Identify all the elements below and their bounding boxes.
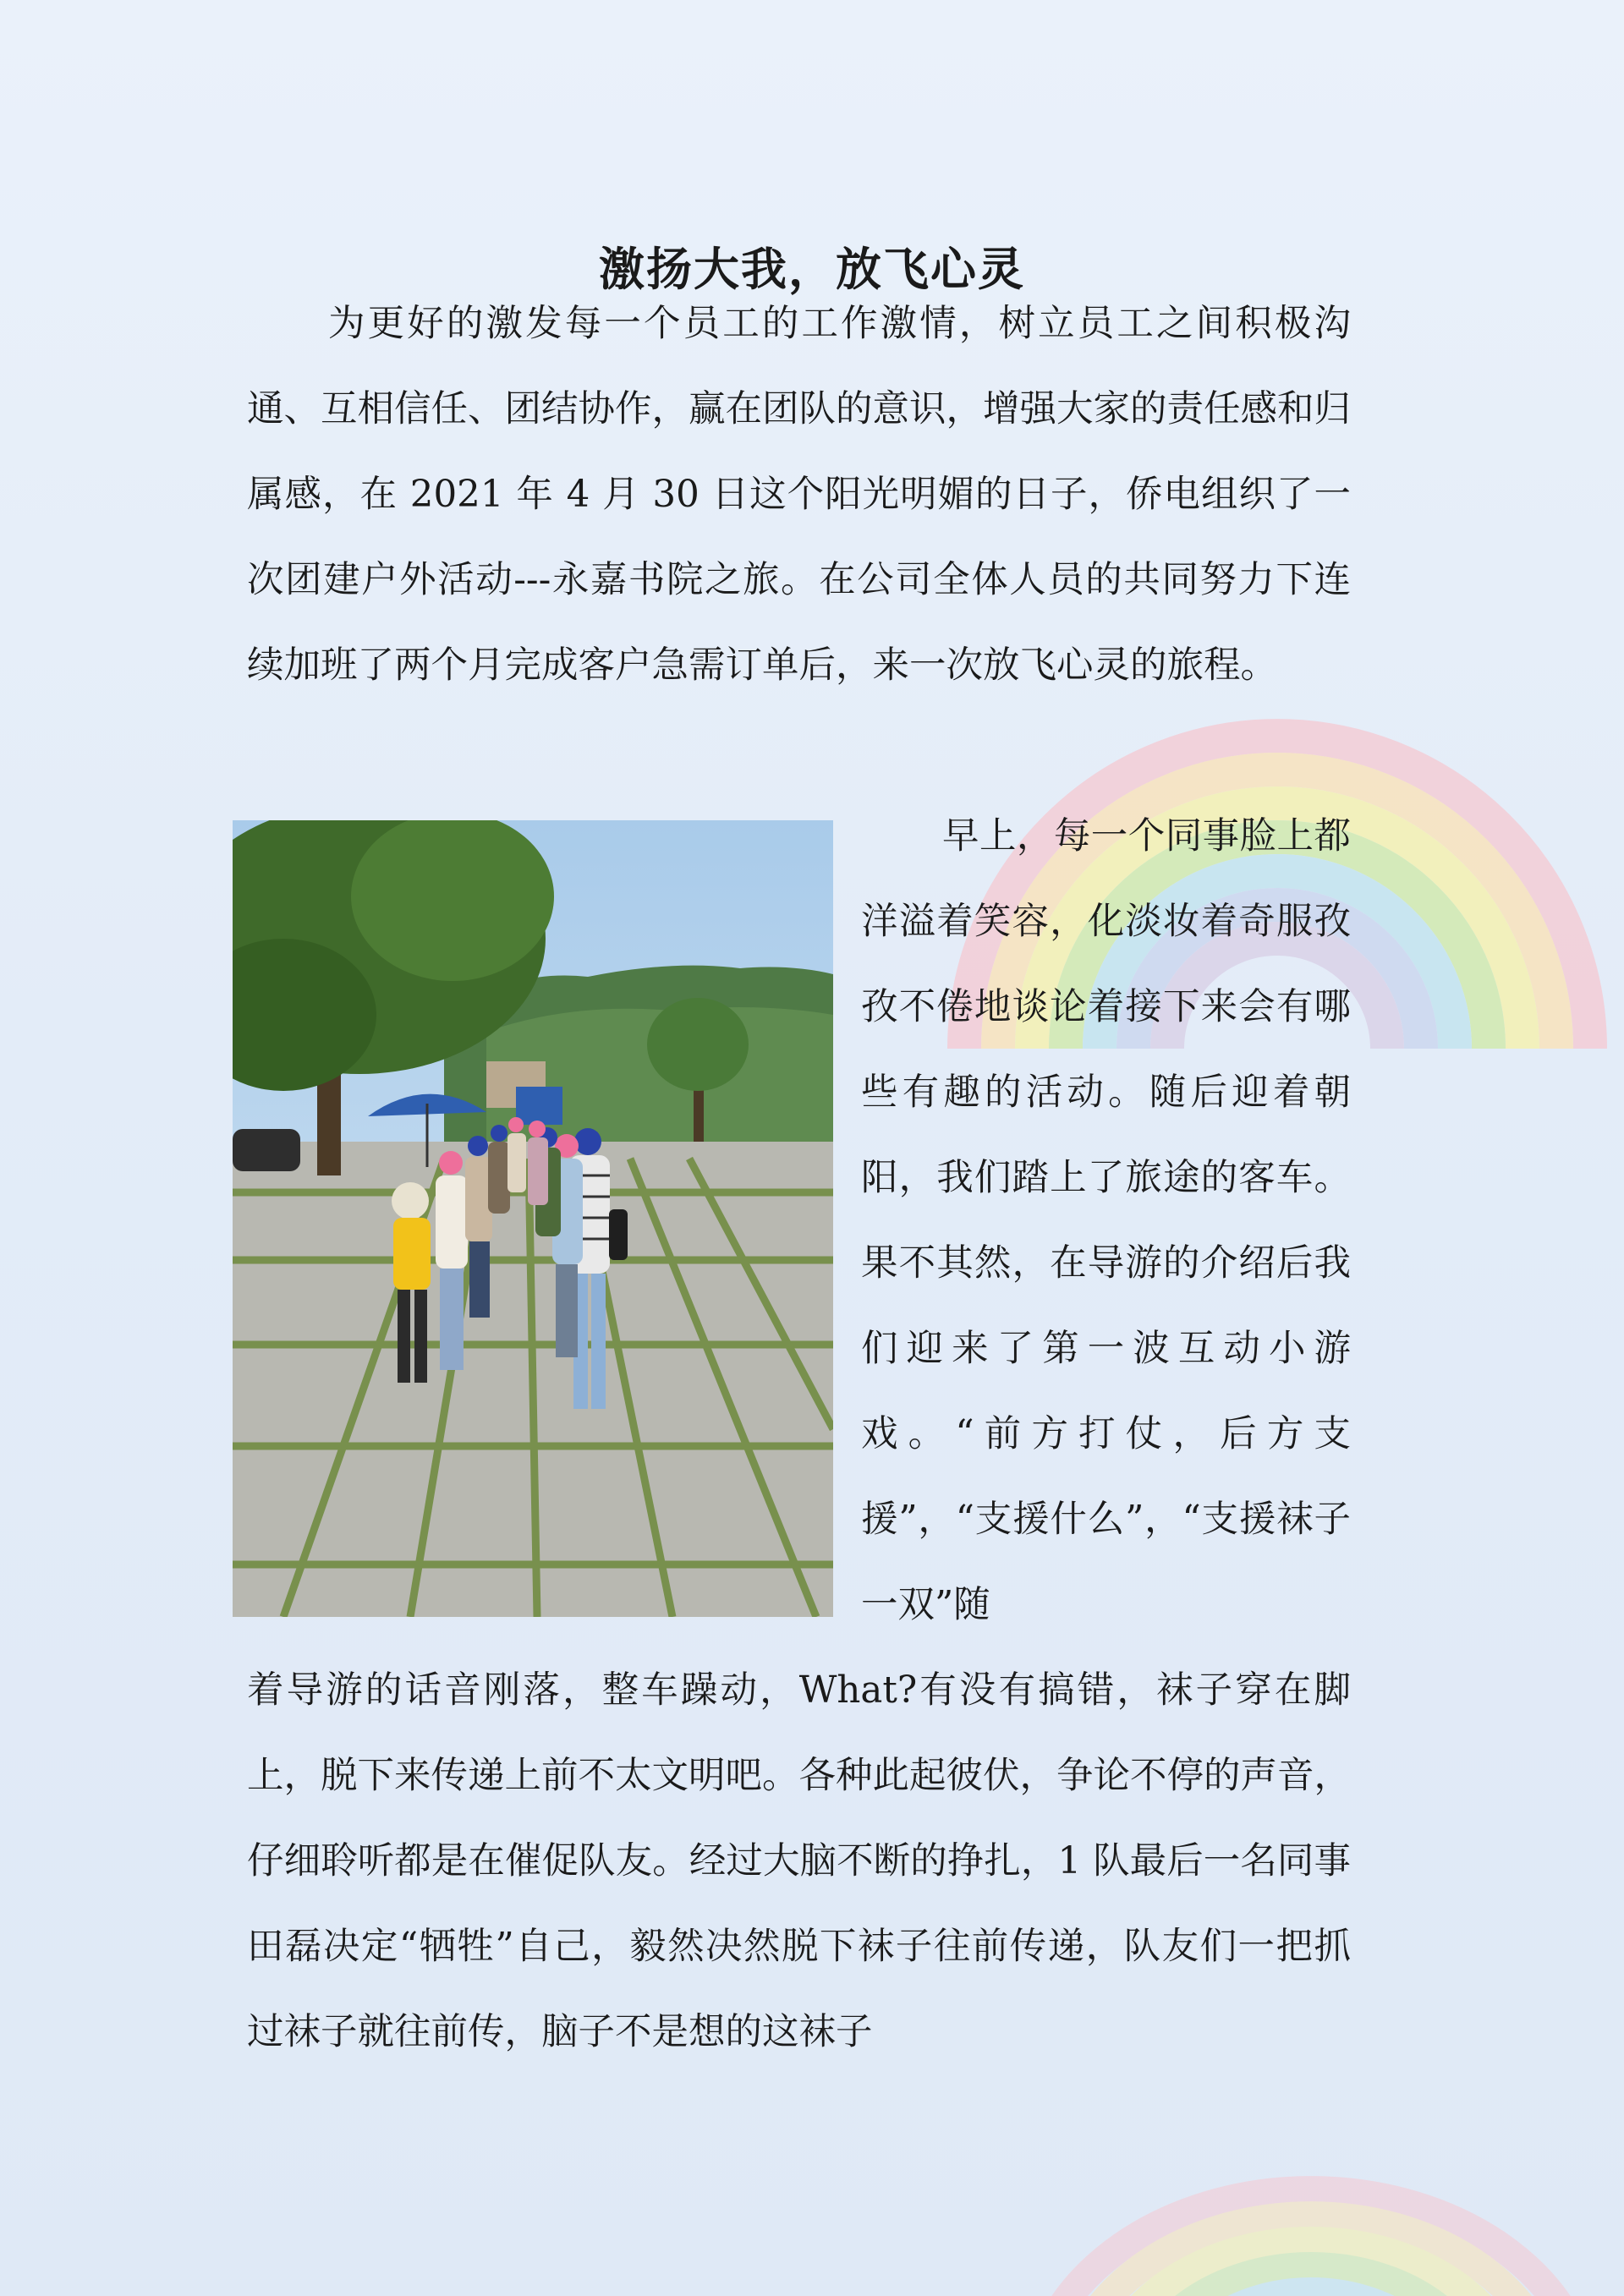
- rainbow-decoration-bottom: [998, 2148, 1624, 2296]
- paragraph-intro: 为更好的激发每一个员工的工作激情，树立员工之间积极沟通、互相信任、团结协作，赢在团队的意识，增强大家的责任感和归属感，在 2021 年 4 月 30 日这个阳光明媚的日子，侨电组织了一次团建户外活动---永嘉书院之旅。在公司全体人员的共同努力下连续加班了两个月完成客户急需订单后，来一次放飞心灵的旅程。: [247, 303, 1351, 687]
- paragraph-morning: 早上，每一个同事脸上都洋溢着笑容，化淡妆着奇服孜孜不倦地谈论着接下来会有哪些有趣的活动。随后迎着朝阳，我们踏上了旅途的客车。果不其然，在导游的介绍后我们迎来了第一波互动小游戏。“前方打仗，后方支援”，“支援什么”，“支援袜子一双”随: [861, 815, 1351, 1626]
- paragraph-game: 着导游的话音刚落，整车躁动，What?有没有搞错，袜子穿在脚上，脱下来传递上前不太文明吧。各种此起彼伏，争论不停的声音，仔细聆听都是在催促队友。经过大脑不断的挣扎，1 队最后一名同事田磊决定“牺牲”自己，毅然决然脱下袜子往前传递，队友们一把抓过袜子就往前传，脑子不是想的这袜子: [247, 1669, 1351, 2053]
- team-photo: [233, 820, 833, 1617]
- article-title: 激扬大我，放飞心灵: [599, 242, 1025, 297]
